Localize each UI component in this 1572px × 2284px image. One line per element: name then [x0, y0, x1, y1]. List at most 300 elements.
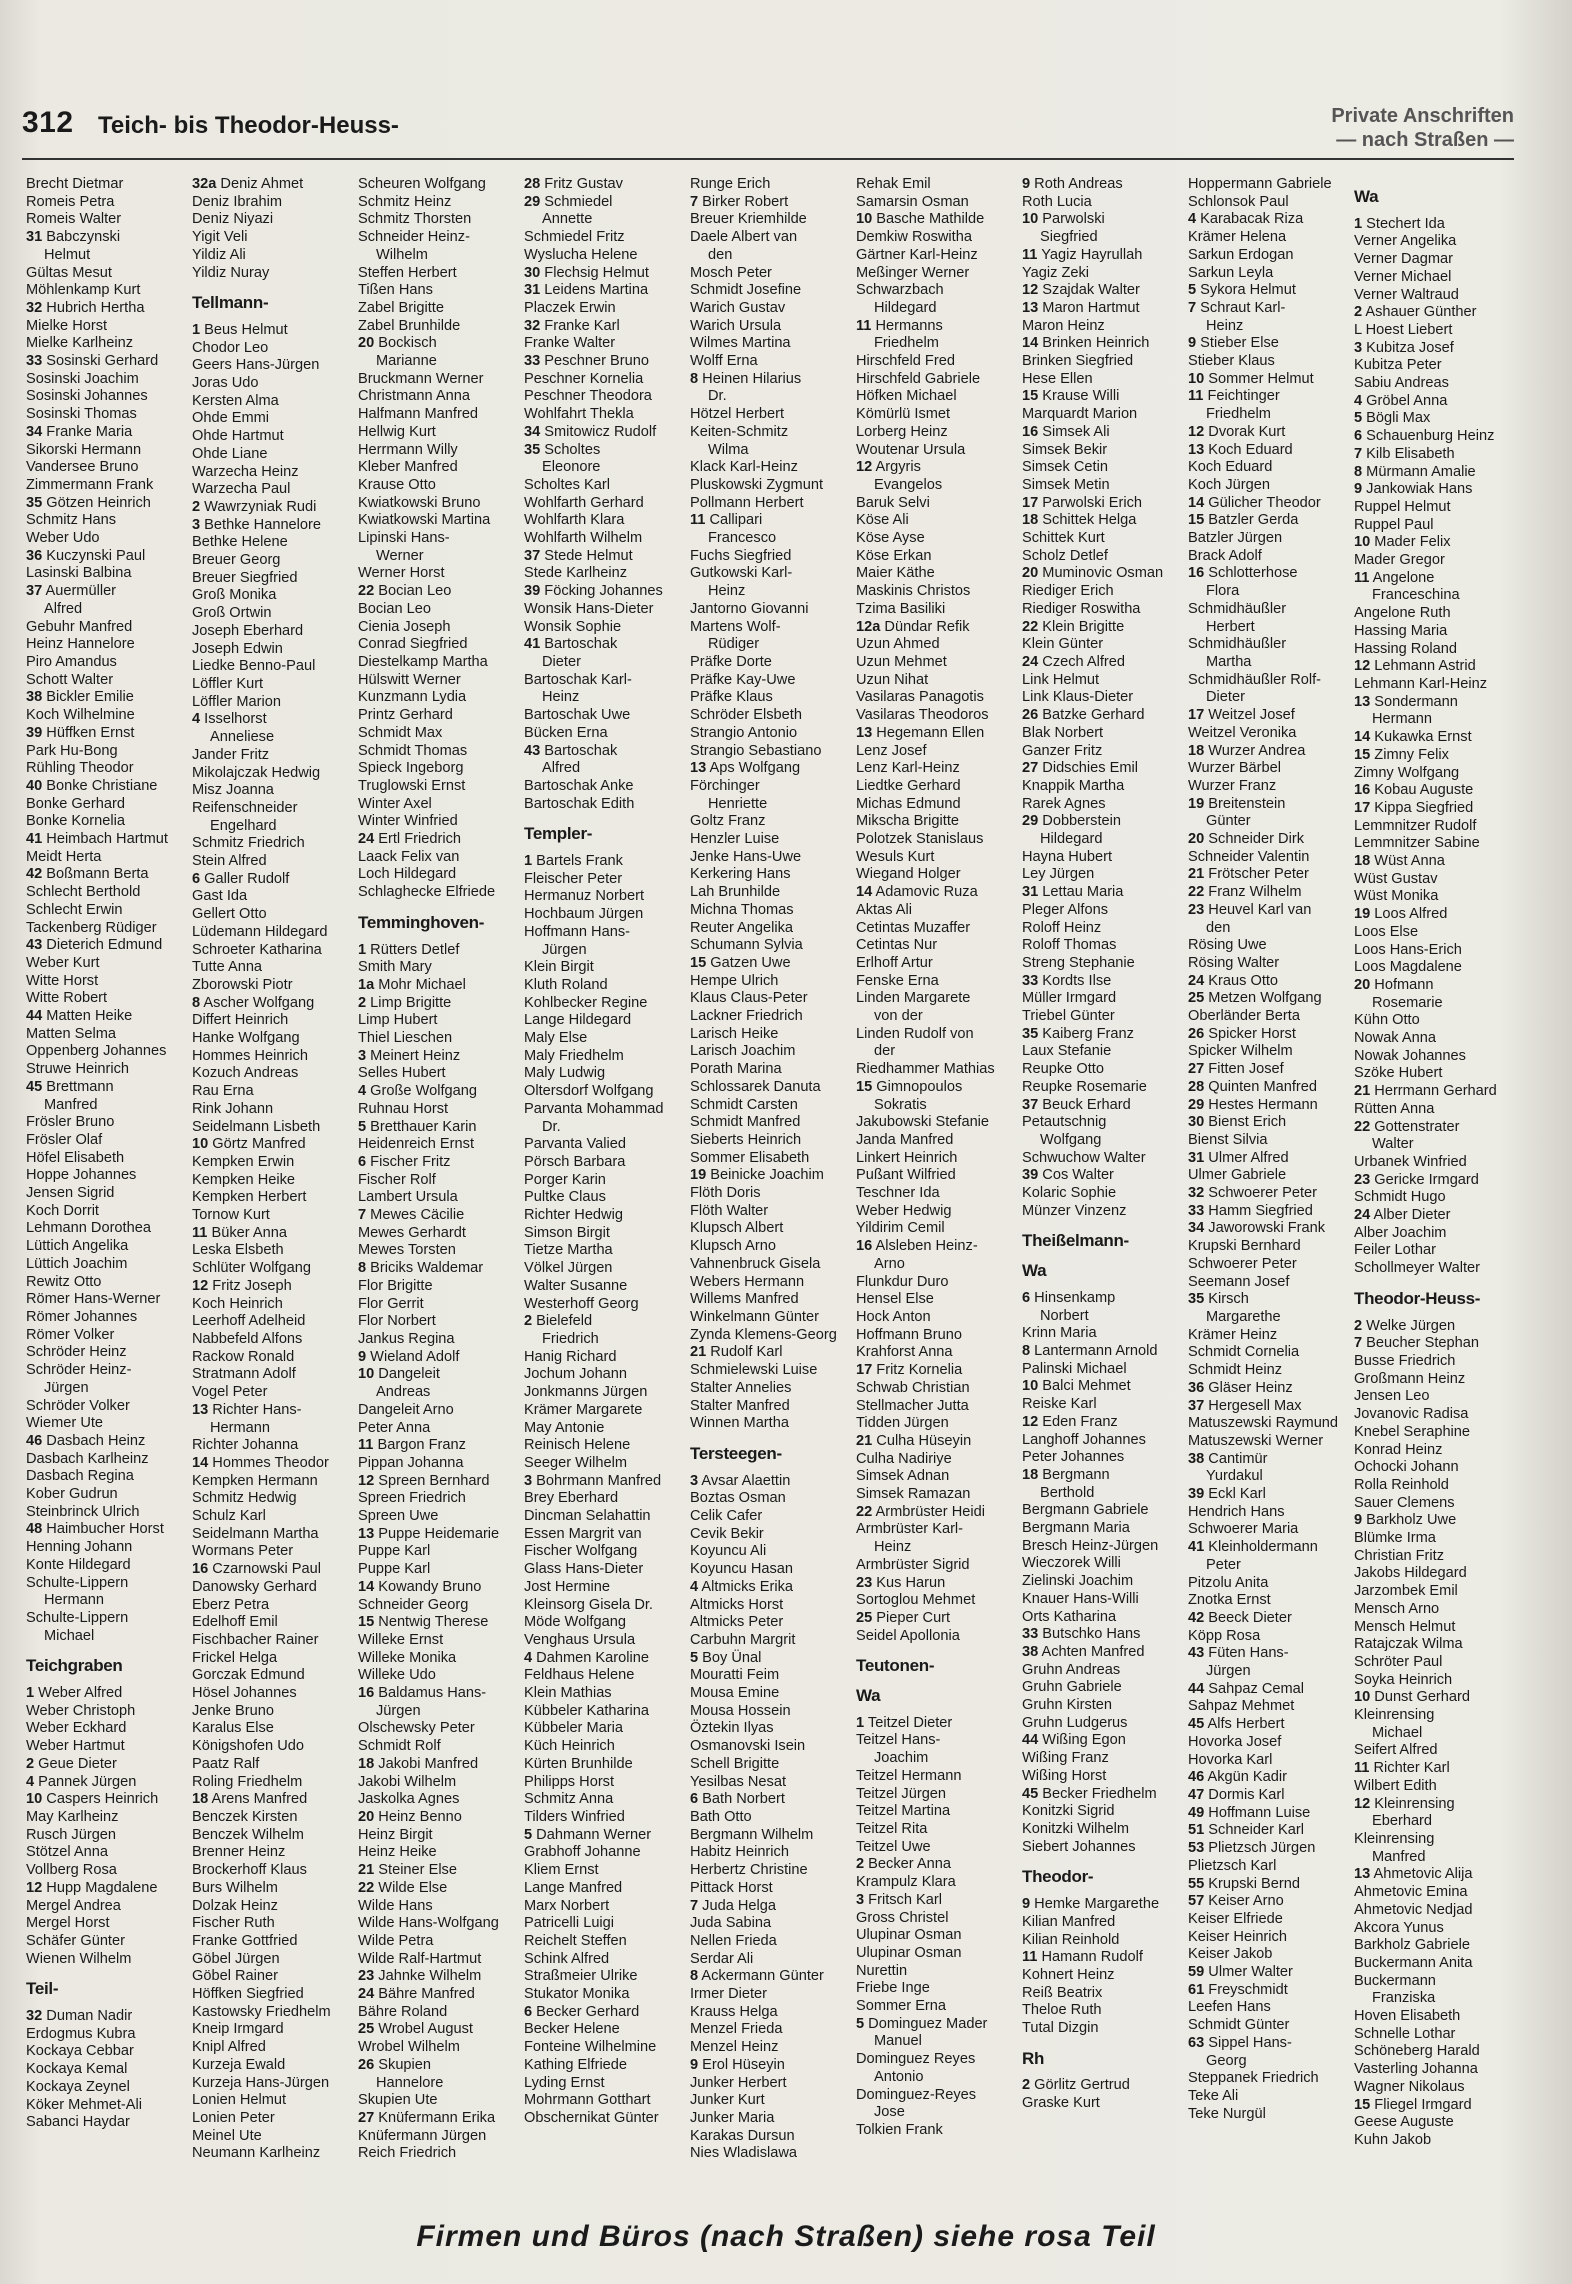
resident-entry: Rösing Walter	[1188, 954, 1280, 971]
house-number: 10	[1022, 1378, 1039, 1395]
resident-entry: Herrmann Willy	[358, 441, 458, 458]
resident-entry: Laack Felix van	[358, 848, 460, 865]
resident-entry: Knauer Hans-Willi	[1022, 1590, 1139, 1607]
resident-entry: Sieberts Heinrich	[690, 1131, 802, 1148]
house-number: 9	[1354, 481, 1363, 498]
resident-entry: Tzima Basiliki	[856, 600, 946, 617]
resident-entry: Boztas Osman	[690, 1490, 786, 1507]
resident-entry: Plietzsch Karl	[1188, 1857, 1277, 1874]
resident-entry: Wilbert Edith	[1354, 1777, 1437, 1794]
resident-entry: 19 Beinicke Joachim	[690, 1167, 824, 1184]
house-number: 32	[26, 299, 43, 316]
resident-entry: Hayna Hubert	[1022, 848, 1113, 865]
resident-entry: Jantorno Giovanni	[690, 600, 809, 617]
resident-entry: Flunkdur Duro	[856, 1273, 949, 1290]
resident-entry: 17 Kippa Siegfried	[1354, 799, 1474, 816]
resident-entry: 22 Armbrüster Heidi	[856, 1503, 985, 1520]
resident-entry: Armbrüster Sigrid	[856, 1556, 970, 1573]
resident-entry: 5 Dominguez Mader	[856, 2015, 988, 2032]
entry-continuation: Berthold	[1040, 1484, 1095, 1501]
resident-entry: Theloe Ruth	[1022, 2002, 1102, 2019]
resident-entry: 24 Kraus Otto	[1188, 972, 1279, 989]
resident-entry: Winkelmann Günter	[690, 1309, 819, 1325]
resident-entry: Parvanta Valied	[524, 1136, 626, 1153]
resident-entry: Öztekin Ilyas	[690, 1720, 774, 1737]
resident-entry: 39 Föcking Johannes	[524, 583, 663, 600]
resident-entry: 42 Boßmann Berta	[26, 866, 149, 883]
resident-entry: Simsek Metin	[1022, 476, 1110, 493]
house-number: 14	[358, 1578, 375, 1595]
resident-entry: Mergel Andrea	[26, 1897, 121, 1914]
house-number: 6	[1354, 428, 1363, 445]
house-number: 23	[1354, 1171, 1371, 1188]
house-number: 12	[1354, 658, 1371, 675]
resident-entry: Linkert Heinrich	[856, 1149, 958, 1166]
resident-entry: Mosch Peter	[690, 264, 772, 281]
footer-note: Firmen und Büros (nach Straßen) siehe rosa Teil	[416, 2220, 1156, 2253]
resident-entry: Schulz Karl	[192, 1508, 266, 1525]
resident-entry: Wohlfarth Gerhard	[524, 494, 644, 511]
resident-entry: 41 Heimbach Hartmut	[26, 831, 168, 848]
house-number: 15	[856, 1078, 873, 1095]
house-number: 17	[856, 1362, 873, 1379]
resident-entry: Christmann Anna	[358, 388, 470, 405]
resident-entry: Köse Ali	[856, 512, 909, 529]
resident-entry: Küch Heinrich	[524, 1738, 615, 1755]
resident-entry: Altmicks Peter	[690, 1614, 784, 1631]
resident-entry: Joseph Edwin	[192, 640, 283, 657]
resident-entry: 7 Mewes Cäcilie	[358, 1207, 465, 1224]
house-number: 4	[524, 1649, 533, 1666]
resident-entry: 1 Stechert Ida	[1354, 215, 1445, 232]
resident-entry: Rusch Jürgen	[26, 1826, 117, 1843]
resident-entry: Knappik Martha	[1022, 777, 1125, 794]
resident-entry: 16 Alsleben Heinz-	[856, 1238, 978, 1255]
resident-entry: Cienia Joseph	[358, 618, 451, 635]
resident-entry: Schlossarek Danuta	[690, 1078, 821, 1095]
resident-entry: Piro Amandus	[26, 653, 117, 670]
resident-entry: 15 Gatzen Uwe	[690, 954, 791, 971]
resident-entry: Oberländer Berta	[1188, 1008, 1300, 1025]
resident-entry: Bonke Kornelia	[26, 813, 125, 830]
house-number: 11	[1022, 1949, 1038, 1966]
resident-entry: Weber Hedwig	[856, 1202, 952, 1219]
resident-entry: Spicker Wilhelm	[1188, 1043, 1293, 1060]
resident-entry: Dolzak Heinz	[192, 1897, 278, 1914]
house-number: 30	[524, 264, 541, 281]
resident-entry: May Karlheinz	[26, 1808, 119, 1825]
entry-continuation: Francesco	[708, 530, 777, 547]
resident-entry: 13 Puppe Heidemarie	[358, 1525, 500, 1542]
resident-entry: 48 Haimbucher Horst	[26, 1521, 164, 1538]
resident-entry: Konitzki Sigrid	[1022, 1803, 1115, 1820]
house-number: 47	[1188, 1786, 1205, 1803]
resident-entry: Wormans Peter	[192, 1543, 294, 1560]
resident-entry: Wienen Wilhelm	[26, 1950, 132, 1967]
resident-entry: 38 Cantimür	[1188, 1450, 1268, 1467]
resident-entry: Kastowsky Friedhelm	[192, 2003, 331, 2020]
house-number: 10	[1022, 211, 1039, 228]
resident-entry: Benczek Kirsten	[192, 1808, 298, 1825]
resident-entry: 30 Flechsig Helmut	[524, 264, 649, 281]
resident-entry: Stalter Manfred	[690, 1397, 790, 1414]
resident-entry: Wilde Ralf-Hartmut	[358, 1950, 482, 1967]
house-number: 5	[524, 1826, 533, 1843]
resident-entry: Kurzeja Ewald	[192, 2056, 286, 2073]
resident-entry: Schmiedel Fritz	[524, 229, 625, 246]
house-number: 1	[358, 941, 367, 958]
resident-entry: 11 Büker Anna	[192, 1224, 287, 1241]
resident-entry: Höfel Elisabeth	[26, 1149, 125, 1166]
house-number: 32	[1188, 1185, 1205, 1202]
resident-entry: Seidelmann Martha	[192, 1525, 319, 1542]
resident-entry: Bartoschak Anke	[524, 777, 634, 794]
resident-entry: Differt Heinrich	[192, 1012, 289, 1029]
entry-continuation: Dr.	[542, 1118, 561, 1135]
resident-entry: Schlecht Erwin	[26, 901, 123, 918]
resident-entry: Krauss Helga	[690, 2003, 778, 2020]
resident-entry: Wiemer Ute	[26, 1415, 104, 1432]
resident-entry: Peschner Kornelia	[524, 370, 644, 387]
resident-entry: 1 Teitzel Dieter	[856, 1714, 953, 1731]
resident-entry: Janda Manfred	[856, 1131, 954, 1148]
resident-entry: 24 Alber Dieter	[1354, 1207, 1451, 1224]
resident-entry: Strangio Sebastiano	[690, 742, 822, 759]
resident-entry: Rolla Reinhold	[1354, 1476, 1449, 1493]
resident-entry: Mielke Horst	[26, 317, 108, 334]
resident-entry: Bonke Gerhard	[26, 795, 125, 812]
resident-entry: 21 Frötscher Peter	[1188, 866, 1309, 883]
resident-entry: Oltersdorf Wolfgang	[524, 1083, 654, 1100]
house-number: 11	[1022, 246, 1038, 263]
house-number: 1	[192, 321, 201, 338]
house-number: 10	[1188, 370, 1205, 387]
resident-entry: 4 Isselhorst	[192, 711, 267, 728]
resident-entry: Schwarzbach	[856, 282, 944, 299]
entry-continuation: Franziska	[1372, 1990, 1436, 2007]
resident-entry: Seemann Josef	[1188, 1273, 1290, 1290]
house-number: 2	[1354, 304, 1363, 321]
resident-entry: Breuer Siegfried	[192, 569, 298, 586]
resident-entry: 18 Bergmann	[1022, 1466, 1110, 1483]
resident-entry: Kilian Reinhold	[1022, 1931, 1120, 1948]
column-9	[1354, 176, 1514, 2206]
resident-entry: 23 Gericke Irmgard	[1354, 1171, 1479, 1188]
resident-entry: Samarsin Osman	[856, 193, 969, 210]
resident-entry: Sauer Clemens	[1354, 1494, 1455, 1511]
street-heading: Theodor-	[1022, 1867, 1094, 1887]
resident-entry: 16 Kobau Auguste	[1354, 782, 1474, 799]
resident-entry: Hanke Wolfgang	[192, 1030, 300, 1047]
resident-entry: 3 Bohrmann Manfred	[524, 1472, 662, 1489]
resident-entry: Misz Joanna	[192, 782, 274, 799]
resident-entry: Rösing Uwe	[1188, 937, 1267, 954]
house-number: 18	[1022, 1466, 1039, 1483]
resident-entry: Tornow Kurt	[192, 1207, 270, 1224]
resident-entry: Löffler Marion	[192, 693, 281, 710]
entry-continuation: Walter	[1372, 1136, 1414, 1153]
house-number: 4	[358, 1083, 367, 1100]
resident-entry: Lambert Ursula	[358, 1189, 458, 1206]
resident-entry: Joseph Eberhard	[192, 622, 304, 639]
resident-entry: Kersten Alma	[192, 392, 279, 409]
resident-entry: Kluth Roland	[524, 976, 608, 993]
resident-entry: Thiel Lieschen	[358, 1030, 453, 1047]
resident-entry: 12 Eden Franz	[1022, 1413, 1118, 1430]
resident-entry: Menzel Heinz	[690, 2039, 779, 2056]
resident-entry: Hochbaum Jürgen	[524, 906, 644, 923]
resident-entry: Junker Herbert	[690, 2074, 787, 2091]
resident-entry: Karakas Dursun	[690, 2127, 795, 2144]
resident-entry: Tutal Dizgin	[1022, 2020, 1099, 2037]
house-number: 6	[1022, 1289, 1031, 1306]
resident-entry: Peschner Theodora	[524, 388, 652, 405]
resident-entry: Lehmann Dorothea	[26, 1220, 151, 1237]
resident-entry: 9 Erol Hüseyin	[690, 2056, 785, 2073]
resident-entry: Lüttich Angelika	[26, 1238, 129, 1255]
resident-entry: Matten Selma	[26, 1025, 117, 1042]
resident-entry: Peter Johannes	[1022, 1449, 1125, 1466]
house-number: 7	[358, 1207, 367, 1224]
resident-entry: Schlonsok Paul	[1188, 193, 1289, 210]
resident-entry: Stötzel Anna	[26, 1844, 108, 1861]
resident-entry: 16 Baldamus Hans-	[358, 1685, 487, 1702]
resident-entry: Hoppe Johannes	[26, 1167, 137, 1184]
house-number: 12	[1188, 423, 1205, 440]
resident-entry: Smith Mary	[358, 959, 432, 976]
resident-entry: Löffler Kurt	[192, 675, 264, 692]
resident-entry: Dominguez Reyes	[856, 2051, 976, 2068]
resident-entry: Simsek Bekir	[1022, 441, 1108, 458]
house-number: 5	[1188, 282, 1197, 299]
resident-entry: Kockaya Kemal	[26, 2061, 128, 2078]
resident-entry: 32 Schwoerer Peter	[1188, 1185, 1317, 1202]
resident-entry: Uzun Nihat	[856, 671, 929, 688]
resident-entry: Göbel Jürgen	[192, 1950, 280, 1967]
resident-entry: Nurettin	[856, 1962, 908, 1979]
resident-entry: Witte Horst	[26, 972, 99, 989]
resident-entry: Lackner Friedrich	[690, 1008, 803, 1025]
house-number: 26	[1188, 1025, 1205, 1042]
resident-entry: 29 Schmiedel	[524, 193, 613, 210]
street-heading: Rh	[1022, 2048, 1045, 2068]
resident-entry: Münzer Vinzenz	[1022, 1202, 1127, 1219]
resident-entry: 13 Ahmetovic Alija	[1354, 1866, 1473, 1883]
entry-continuation: Herbert	[1206, 618, 1255, 635]
resident-entry: 9 Wieland Adolf	[358, 1348, 460, 1365]
entry-continuation: Hermann	[44, 1592, 105, 1609]
entry-continuation: Friedhelm	[874, 335, 939, 352]
house-number: 4	[1188, 211, 1197, 228]
resident-entry: Klein Günter	[1022, 636, 1104, 653]
resident-entry: Alber Joachim	[1354, 1224, 1447, 1241]
resident-entry: Marx Norbert	[524, 1897, 610, 1914]
resident-entry: 34 Franke Maria	[26, 423, 133, 440]
resident-entry: Schmidhäußler	[1188, 600, 1287, 617]
house-number: 16	[358, 1685, 375, 1702]
resident-entry: 21 Herrmann Gerhard	[1354, 1083, 1497, 1100]
resident-entry: Lehmann Karl-Heinz	[1354, 675, 1488, 692]
resident-entry: Henzler Luise	[690, 831, 780, 848]
house-number: 29	[1188, 1096, 1205, 1113]
resident-entry: Knebel Seraphine	[1354, 1423, 1471, 1440]
resident-entry: Wohlfahrt Thekla	[524, 406, 634, 423]
house-number: 6	[358, 1153, 367, 1170]
resident-entry: Witte Robert	[26, 990, 108, 1007]
resident-entry: Chodor Leo	[192, 339, 269, 356]
house-number: 15	[1188, 512, 1205, 529]
resident-entry: 59 Ulmer Walter	[1188, 1964, 1293, 1981]
house-number: 20	[358, 1808, 375, 1825]
resident-entry: Dincman Selahattin	[524, 1508, 651, 1525]
resident-entry: 33 Sosinski Gerhard	[26, 353, 159, 370]
resident-entry: Roloff Thomas	[1022, 937, 1117, 954]
resident-entry: Kleinrensing	[1354, 1830, 1435, 1847]
resident-entry: 26 Skupien	[358, 2056, 432, 2073]
resident-entry: Streng Stephanie	[1022, 954, 1135, 971]
resident-entry: 26 Batzke Gerhard	[1022, 707, 1145, 724]
entry-continuation: Wilma	[708, 441, 749, 458]
resident-entry: 9 Jankowiak Hans	[1354, 481, 1473, 498]
resident-entry: Verner Dagmar	[1354, 251, 1453, 268]
resident-entry: Jarzombek Emil	[1354, 1583, 1458, 1600]
resident-entry: Wurzer Franz	[1188, 777, 1277, 794]
resident-entry: Porath Marina	[690, 1061, 782, 1078]
house-number: 11	[690, 512, 706, 529]
resident-entry: Leska Elsbeth	[192, 1242, 284, 1259]
resident-entry: Bruckmann Werner	[358, 370, 484, 387]
resident-entry: L Hoest Liebert	[1354, 321, 1453, 338]
resident-entry: Vasilaras Theodoros	[856, 707, 989, 724]
resident-entry: Osmanovski Isein	[690, 1738, 806, 1755]
column-4	[524, 176, 684, 2206]
resident-entry: Hovorka Karl	[1188, 1751, 1273, 1768]
resident-entry: Kubitza Peter	[1354, 357, 1442, 374]
resident-entry: 9 Barkholz Uwe	[1354, 1512, 1457, 1529]
house-number: 38	[1188, 1450, 1205, 1467]
resident-entry: 10 Sommer Helmut	[1188, 370, 1314, 387]
resident-entry: Cevik Bekir	[690, 1525, 764, 1542]
entry-continuation: Marianne	[376, 353, 437, 370]
resident-entry: Skupien Ute	[358, 2092, 438, 2109]
resident-entry: Erlhoff Artur	[856, 954, 933, 971]
resident-entry: Hoppermann Gabriele	[1188, 176, 1332, 192]
house-number: 3	[856, 1891, 865, 1908]
house-number: 23	[856, 1574, 873, 1591]
resident-entry: Müller Irmgard	[1022, 990, 1117, 1007]
entry-continuation: Hannelore	[376, 2074, 444, 2091]
resident-entry: Vahnenbruck Gisela	[690, 1255, 821, 1272]
resident-entry: Bergmann Wilhelm	[690, 1826, 814, 1843]
resident-entry: Lange Manfred	[524, 1879, 623, 1896]
entry-continuation: Peter	[1206, 1556, 1241, 1573]
resident-entry: Blümke Irma	[1354, 1530, 1436, 1547]
house-number: 9	[1354, 1512, 1363, 1529]
house-number: 9	[1188, 335, 1197, 352]
entry-continuation: Helmut	[44, 246, 91, 263]
resident-entry: 7 Juda Helga	[690, 1897, 777, 1914]
house-number: 22	[1188, 884, 1205, 901]
resident-entry: Kwiatkowski Martina	[358, 512, 491, 529]
resident-entry: Zimny Wolfgang	[1354, 764, 1460, 781]
resident-entry: 13 Aps Wolfgang	[690, 760, 801, 777]
house-number: 45	[1022, 1785, 1039, 1802]
resident-entry: Präfke Dorte	[690, 653, 772, 670]
house-number: 2	[524, 1313, 533, 1330]
resident-entry: Krahforst Anna	[856, 1344, 953, 1361]
resident-entry: 11 Angelone	[1354, 569, 1435, 586]
resident-entry: Schell Brigitte	[690, 1755, 780, 1772]
page-number: 312	[22, 106, 74, 139]
resident-entry: Webers Hermann	[690, 1273, 805, 1290]
resident-entry: 8 Mürmann Amalie	[1354, 463, 1476, 480]
resident-entry: Wilde Hans	[358, 1897, 433, 1914]
resident-entry: 23 Jahnke Wilhelm	[358, 1968, 482, 1985]
resident-entry: Flor Gerrit	[358, 1295, 424, 1312]
house-number: 13	[1354, 693, 1371, 710]
house-number: 14	[1022, 335, 1039, 352]
resident-entry: Schlüter Wolfgang	[192, 1260, 311, 1277]
resident-entry: 37 Stede Helmut	[524, 547, 633, 564]
house-number: 12a	[856, 618, 881, 635]
house-number: 10	[856, 211, 873, 228]
resident-entry: 45 Alfs Herbert	[1188, 1716, 1285, 1733]
resident-entry: Wyslucha Helene	[524, 246, 638, 263]
resident-entry: Franke Gottfried	[192, 1932, 298, 1949]
resident-entry: Lenz Josef	[856, 742, 927, 759]
resident-entry: Weber Kurt	[26, 954, 100, 971]
resident-entry: Hempe Ulrich	[690, 972, 779, 989]
resident-entry: 55 Krupski Bernd	[1188, 1875, 1300, 1892]
resident-entry: Frickel Helga	[192, 1649, 278, 1666]
resident-entry: Porger Karin	[524, 1171, 606, 1188]
resident-entry: 31 Babczynski	[26, 229, 121, 246]
resident-entry: Heinz Hannelore	[26, 636, 135, 653]
house-number: 14	[856, 884, 873, 901]
resident-entry: 12 Fritz Joseph	[192, 1277, 292, 1294]
house-number: 18	[192, 1791, 209, 1808]
house-number: 24	[1188, 972, 1205, 989]
resident-entry: Lemmnitzer Sabine	[1354, 835, 1480, 852]
resident-entry: Königshofen Udo	[192, 1738, 304, 1755]
resident-entry: 15 Zimny Felix	[1354, 746, 1449, 763]
resident-entry: Philipps Horst	[524, 1773, 615, 1790]
resident-entry: Cetintas Nur	[856, 937, 938, 954]
resident-entry: Nies Wladislawa	[690, 2145, 798, 2162]
entry-continuation: Joachim	[874, 1750, 929, 1767]
house-number: 42	[1188, 1609, 1205, 1626]
resident-entry: Lüdemann Hildegard	[192, 923, 328, 940]
house-number: 55	[1188, 1875, 1205, 1892]
resident-entry: Reich Friedrich	[358, 2145, 457, 2162]
resident-entry: 4 Große Wolfgang	[358, 1083, 477, 1100]
resident-entry: Schröder Elsbeth	[690, 707, 802, 724]
house-number: 38	[26, 689, 43, 706]
house-number: 32	[26, 2008, 43, 2025]
house-number: 46	[1188, 1769, 1205, 1786]
resident-entry: Höffken Siegfried	[192, 1986, 304, 2003]
resident-entry: Schumann Sylvia	[690, 937, 803, 954]
resident-entry: 15 Fliegel Irmgard	[1354, 2096, 1472, 2113]
resident-entry: 5 Boy Ünal	[690, 1649, 762, 1666]
resident-entry: Stein Alfred	[192, 853, 267, 870]
resident-entry: 57 Keiser Arno	[1188, 1893, 1284, 1910]
resident-entry: Sosinski Joachim	[26, 370, 139, 387]
resident-entry: Schmidt Carsten	[690, 1096, 798, 1113]
resident-entry: 36 Kuczynski Paul	[26, 547, 146, 564]
resident-entry: 24 Bähre Manfred	[358, 1986, 475, 2003]
column-8	[1188, 176, 1348, 2206]
